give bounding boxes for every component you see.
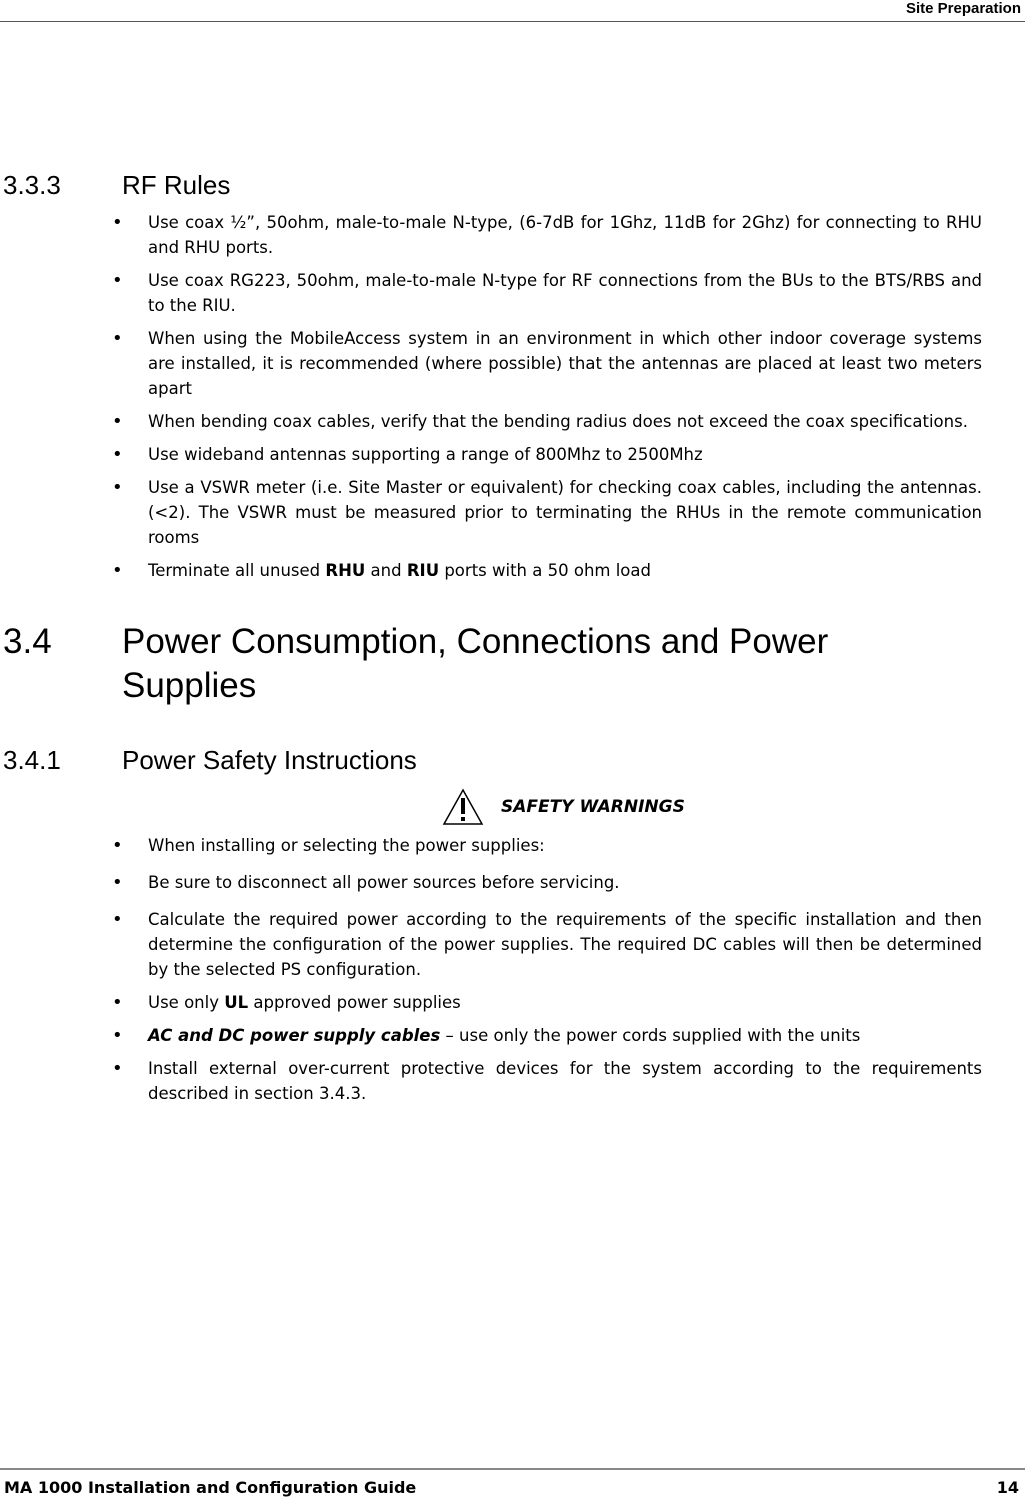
list-item: [148, 326, 982, 401]
page-header: [0, 0, 1025, 22]
safety-warnings-label: SAFETY WARNINGS: [501, 797, 685, 817]
list-item: [148, 475, 982, 550]
emphasized-text: RIU: [406, 561, 440, 580]
page-number: 14: [996, 1478, 1019, 1497]
footer-guide-title: MA 1000 Installation and Configuration Guide: [4, 1478, 417, 1497]
list-item-text: Install external over-current protective devices for the system according to the requirements described in section 3.4.3.: [148, 1059, 982, 1103]
list-item-text: Terminate all unused: [148, 561, 326, 580]
section-title: RF Rules: [122, 170, 231, 200]
list-item-text: When bending coax cables, verify that the bending radius does not exceed the coax specifications.: [148, 412, 968, 431]
list-item-text: Use coax ½”, 50ohm, male-to-male N-type, (6-7dB for 1Ghz, 11dB for 2Ghz) for connecting to RHU and RHU ports.: [148, 213, 982, 257]
list-item-text: ports with a 50 ohm load: [439, 561, 651, 580]
list-item-text: Be sure to disconnect all power sources before servicing.: [148, 873, 620, 892]
list-item-text: Use only: [148, 993, 225, 1012]
section-title: Power Consumption, Connections and Power Supplies: [122, 622, 829, 705]
list-item: [148, 1023, 982, 1048]
emphasized-text: UL: [224, 993, 249, 1012]
list-item: [148, 442, 982, 467]
list-item-text: When using the MobileAccess system in an environment in which other indoor coverage systems are installed, it is recommended (where possible) that the antennas are placed at least two meters apart: [148, 329, 982, 398]
list-item: [148, 870, 982, 895]
list-item-text: Calculate the required power according to the requirements of the specific installation and then determine the configuration of the power supplies. The required DC cables will then be determined by the selected PS configuration.: [148, 910, 982, 979]
section-number: 3.3.3: [3, 170, 61, 200]
section-number: 3.4.1: [3, 745, 61, 775]
list-item: [148, 990, 982, 1015]
list-item-text: – use only the power cords supplied with the units: [440, 1026, 861, 1045]
list-item: [148, 210, 982, 260]
list-item: [148, 907, 982, 982]
section-title: Power Safety Instructions: [122, 745, 417, 775]
page-footer: [0, 1468, 1025, 1497]
rf-rules-list: [148, 210, 982, 583]
list-item-text: Use coax RG223, 50ohm, male-to-male N-type for RF connections from the BUs to the BTS/RBS and to the RIU.: [148, 271, 982, 315]
emphasized-text: RHU: [325, 561, 366, 580]
list-item: [148, 558, 982, 583]
header-title: Site Preparation: [905, 0, 1021, 17]
list-item-text: approved power supplies: [248, 993, 461, 1012]
section-heading-power-consumption: [3, 620, 1003, 710]
list-item-text: Use a VSWR meter (i.e. Site Master or equivalent) for checking coax cables, including the antennas. (<2). The VSWR must be measured prior to terminating the RHUs in the remote communication rooms: [148, 478, 982, 547]
list-item: [148, 409, 982, 434]
section-number: 3.4: [3, 622, 52, 661]
list-item: [148, 833, 982, 858]
safety-warning-banner: [441, 787, 685, 827]
list-item-text: When installing or selecting the power supplies:: [148, 836, 545, 855]
list-item-text: Use wideband antennas supporting a range of 800Mhz to 2500Mhz: [148, 445, 703, 464]
list-item: [148, 1056, 982, 1106]
list-item: [148, 268, 982, 318]
warning-triangle-icon: [441, 787, 485, 827]
list-item-text: and: [365, 561, 407, 580]
power-safety-list: [148, 833, 982, 1106]
emphasized-text: AC and DC power supply cables: [148, 1026, 441, 1045]
